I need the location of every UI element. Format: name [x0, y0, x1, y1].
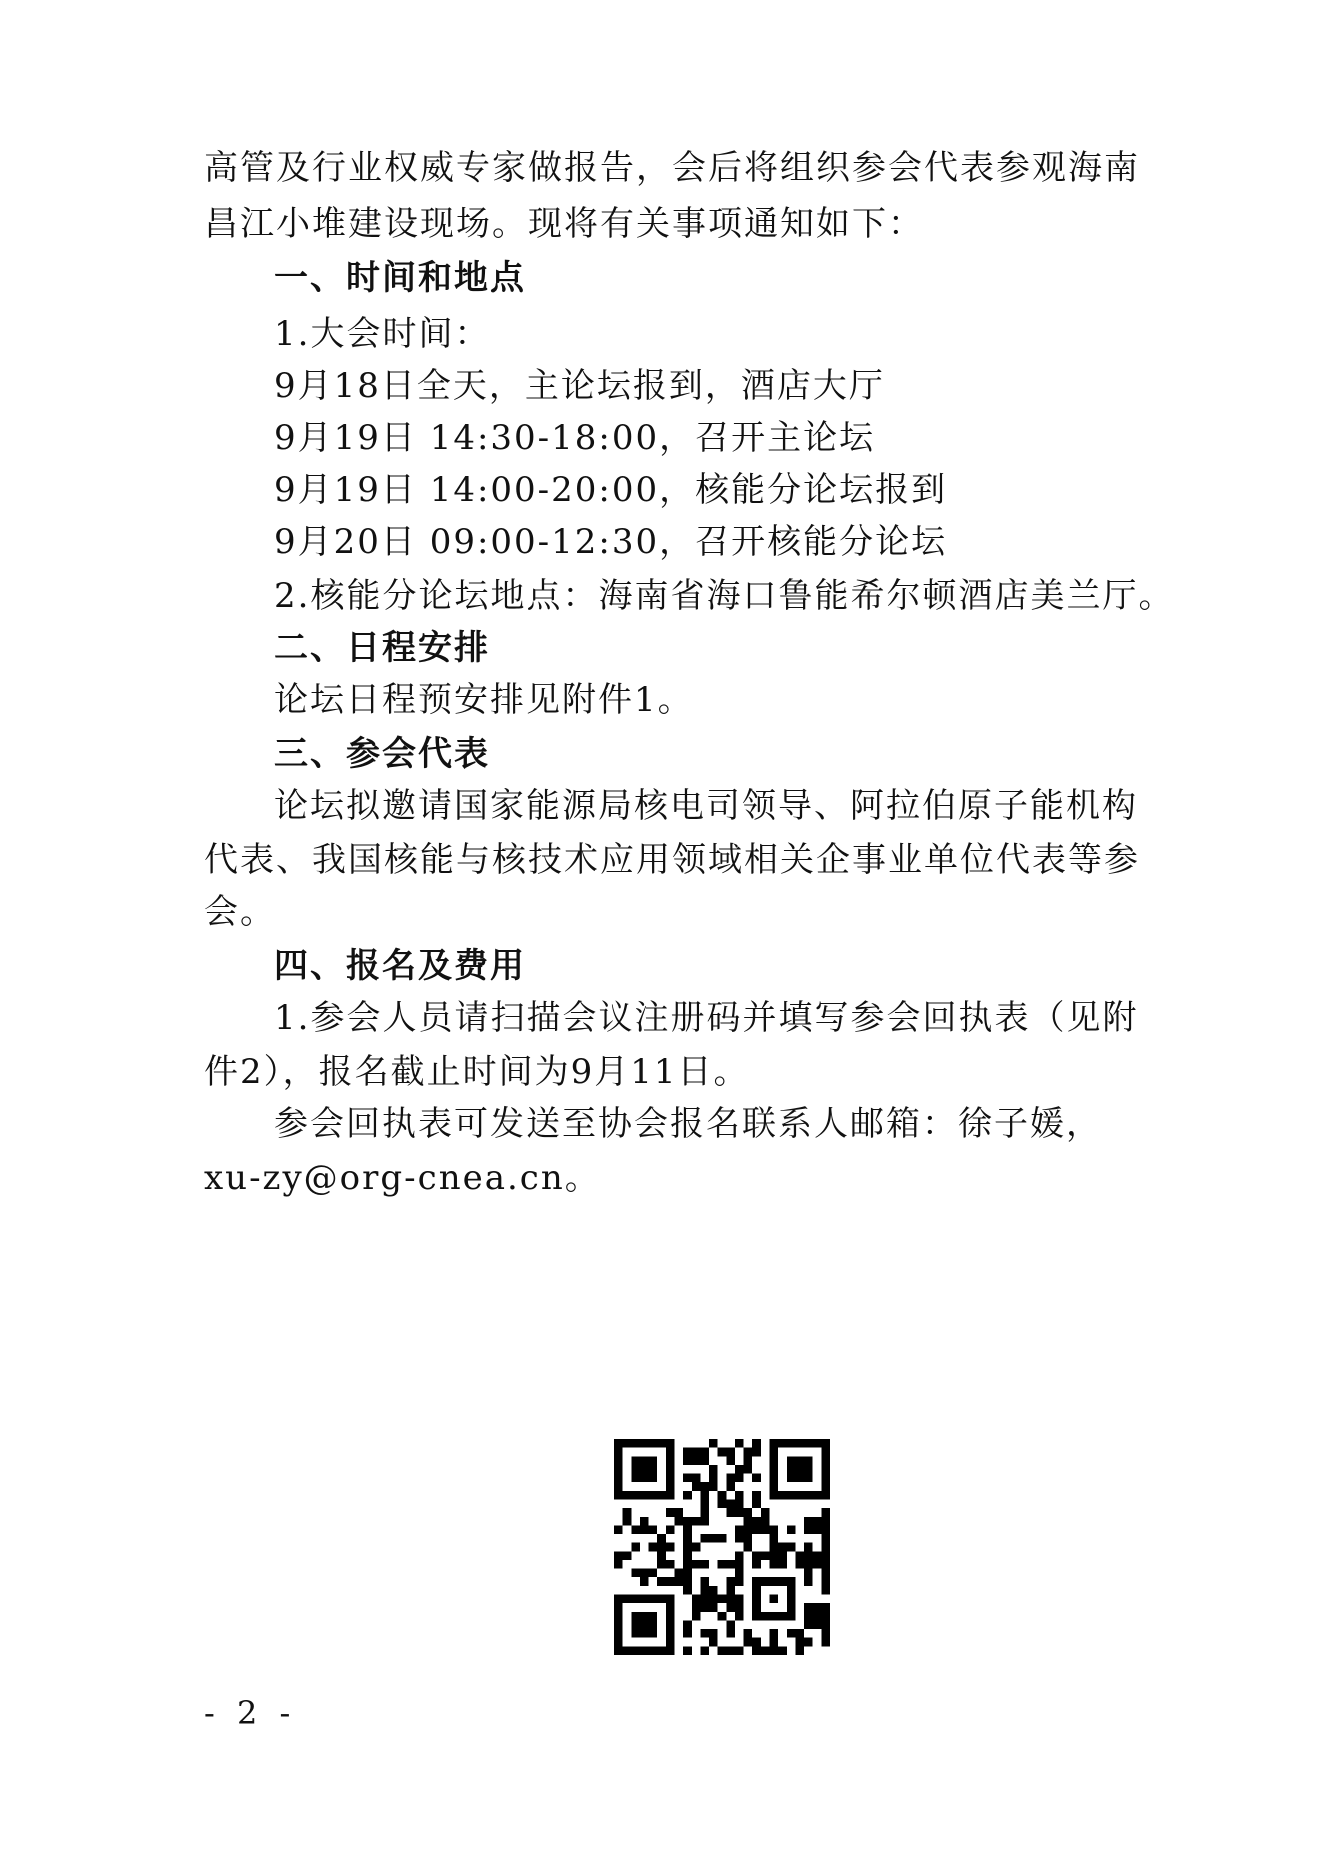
section-3-text-line-2: 代表、我国核能与核技术应用领域相关企事业单位代表等参 — [204, 840, 1140, 880]
contact-email[interactable]: xu-zy@org-cnea.cn。 — [204, 1158, 601, 1198]
section-2-heading: 二、日程安排 — [274, 628, 490, 668]
section-4-item-1-line-1: 1.参会人员请扫描会议注册码并填写参会回执表（见附 — [274, 998, 1139, 1038]
section-4-contact-line-1: 参会回执表可发送至协会报名联系人邮箱：徐子媛， — [274, 1104, 1102, 1144]
page-number: - 2 - — [204, 1694, 297, 1732]
section-4-item-1-line-2: 件2），报名截止时间为9月11日。 — [204, 1052, 750, 1092]
schedule-line: 9月19日 14:00-20:00，核能分论坛报到 — [274, 470, 948, 510]
section-3-text-line-3: 会。 — [204, 892, 276, 932]
schedule-line: 9月18日全天，主论坛报到，酒店大厅 — [274, 366, 885, 406]
section-1-heading: 一、时间和地点 — [274, 258, 526, 298]
section-3-heading: 三、参会代表 — [274, 734, 490, 774]
qr-code-icon[interactable] — [614, 1439, 830, 1655]
section-4-heading: 四、报名及费用 — [274, 946, 526, 986]
section-1-item-2: 2.核能分论坛地点：海南省海口鲁能希尔顿酒店美兰厅。 — [274, 576, 1175, 616]
schedule-line: 9月20日 09:00-12:30，召开核能分论坛 — [274, 522, 948, 562]
section-1-item-1-label: 1.大会时间： — [274, 314, 491, 354]
section-2-text: 论坛日程预安排见附件1。 — [274, 680, 694, 720]
intro-line-2: 昌江小堆建设现场。现将有关事项通知如下： — [204, 204, 924, 244]
intro-line-1: 高管及行业权威专家做报告，会后将组织参会代表参观海南 — [204, 148, 1140, 188]
section-3-text-line-1: 论坛拟邀请国家能源局核电司领导、阿拉伯原子能机构 — [274, 786, 1138, 826]
schedule-line: 9月19日 14:30-18:00，召开主论坛 — [274, 418, 876, 458]
